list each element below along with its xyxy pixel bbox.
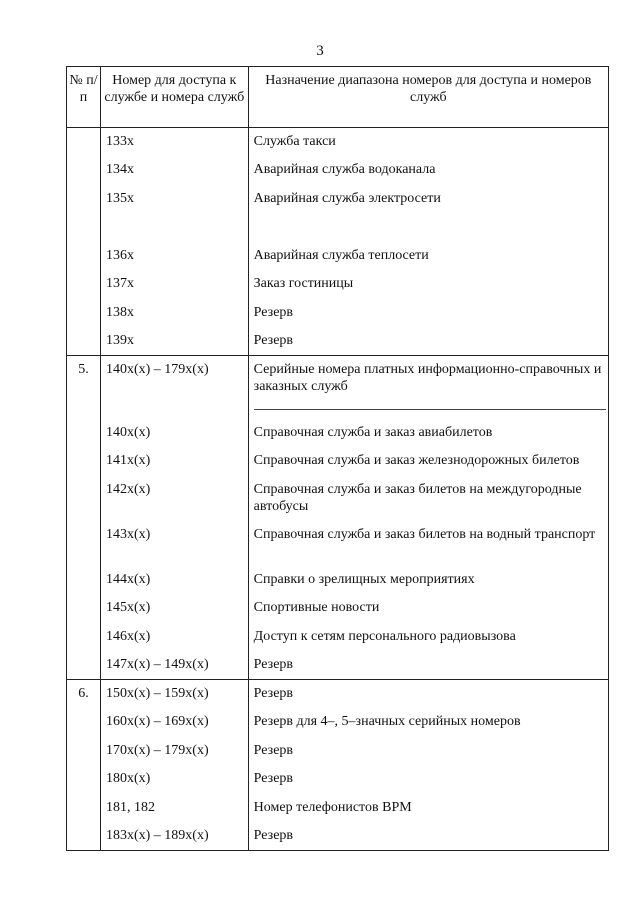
row-purpose: Доступ к сетям персонального радиовызова — [248, 623, 608, 652]
sub-divider — [254, 409, 606, 410]
header-purpose: Назначение диапазона номеров для доступа и номеров служб — [248, 67, 608, 128]
table-row — [67, 356, 609, 419]
row-num — [67, 128, 101, 157]
row-num — [67, 737, 101, 766]
row-code: 135x — [100, 185, 248, 242]
row-purpose: Справочная служба и заказ билетов на водный транспорт — [248, 521, 608, 566]
row-num — [67, 651, 101, 680]
row-purpose: Справочная служба и заказ железнодорожных билетов — [248, 447, 608, 476]
row-purpose: Резерв — [248, 737, 608, 766]
row-num — [67, 566, 101, 595]
row-purpose: Справочная служба и заказ авиабилетов — [248, 419, 608, 448]
row-purpose: Справочная служба и заказ билетов на междугородные автобусы — [248, 476, 608, 521]
table-row — [67, 419, 609, 448]
row-num — [67, 447, 101, 476]
row-num — [67, 708, 101, 737]
row-purpose: Номер телефонистов ВРМ — [248, 794, 608, 823]
table-row — [67, 270, 609, 299]
row-purpose: Аварийная служба теплосети — [248, 242, 608, 271]
row-code: 147x(x) – 149x(x) — [100, 651, 248, 680]
row-code: 142x(x) — [100, 476, 248, 521]
row-num — [67, 270, 101, 299]
table-row — [67, 327, 609, 356]
row-num — [67, 242, 101, 271]
row-num: 6. — [67, 680, 101, 709]
row-code: 143x(x) — [100, 521, 248, 566]
row-purpose: Резерв — [248, 822, 608, 851]
row-purpose: Аварийная служба водоканала — [248, 156, 608, 185]
row-code: 140x(x) – 179x(x) — [100, 356, 248, 419]
row-num — [67, 765, 101, 794]
row-num — [67, 185, 101, 242]
row-purpose: Аварийная служба электросети — [248, 185, 608, 242]
table-row — [67, 447, 609, 476]
row-code: 133x — [100, 128, 248, 157]
row-num — [67, 299, 101, 328]
row-purpose: Резерв — [248, 680, 608, 709]
table-row — [67, 623, 609, 652]
table-row — [67, 765, 609, 794]
table-row — [67, 521, 609, 566]
row-num — [67, 156, 101, 185]
row-code: 181, 182 — [100, 794, 248, 823]
table-header-row — [67, 67, 609, 128]
table-row — [67, 299, 609, 328]
table-row — [67, 594, 609, 623]
table-row — [67, 708, 609, 737]
row-code: 139x — [100, 327, 248, 356]
row-code: 140x(x) — [100, 419, 248, 448]
row-code: 180x(x) — [100, 765, 248, 794]
row-code: 137x — [100, 270, 248, 299]
row-purpose: Служба такси — [248, 128, 608, 157]
row-purpose: Резерв — [248, 299, 608, 328]
row-num: 5. — [67, 356, 101, 419]
table-row — [67, 822, 609, 851]
row-purpose: Резерв — [248, 765, 608, 794]
row-code: 136x — [100, 242, 248, 271]
page-number: 3 — [316, 43, 324, 59]
row-num — [67, 419, 101, 448]
row-num — [67, 794, 101, 823]
row-purpose: Резерв — [248, 651, 608, 680]
row-code: 183x(x) – 189x(x) — [100, 822, 248, 851]
row-num — [67, 327, 101, 356]
table-row — [67, 185, 609, 242]
row-purpose: Справки о зрелищных мероприятиях — [248, 566, 608, 595]
table-row — [67, 476, 609, 521]
table-row — [67, 242, 609, 271]
row-purpose-cell — [248, 356, 608, 419]
table-row — [67, 794, 609, 823]
row-purpose: Резерв — [248, 327, 608, 356]
row-code: 160x(x) – 169x(x) — [100, 708, 248, 737]
row-code: 170x(x) – 179x(x) — [100, 737, 248, 766]
row-code: 146x(x) — [100, 623, 248, 652]
table-row — [67, 566, 609, 595]
table-row — [67, 737, 609, 766]
row-purpose: Серийные номера платных информационно-справочных и заказных служб — [253, 362, 602, 394]
header-code: Номер для доступа к службе и номера служб — [100, 67, 248, 128]
row-code: 144x(x) — [100, 566, 248, 595]
row-num — [67, 822, 101, 851]
header-num: № п/п — [67, 67, 101, 128]
row-code: 141x(x) — [100, 447, 248, 476]
row-num — [67, 476, 101, 521]
row-purpose: Спортивные новости — [248, 594, 608, 623]
row-code: 134x — [100, 156, 248, 185]
services-table — [66, 66, 609, 851]
row-purpose: Заказ гостиницы — [248, 270, 608, 299]
table-row — [67, 156, 609, 185]
row-code: 145x(x) — [100, 594, 248, 623]
row-num — [67, 594, 101, 623]
row-code: 150x(x) – 159x(x) — [100, 680, 248, 709]
table-row — [67, 651, 609, 680]
table-row — [67, 680, 609, 709]
table-row — [67, 128, 609, 157]
row-num — [67, 623, 101, 652]
row-purpose: Резерв для 4–, 5–значных серийных номеров — [248, 708, 608, 737]
row-code: 138x — [100, 299, 248, 328]
row-num — [67, 521, 101, 566]
